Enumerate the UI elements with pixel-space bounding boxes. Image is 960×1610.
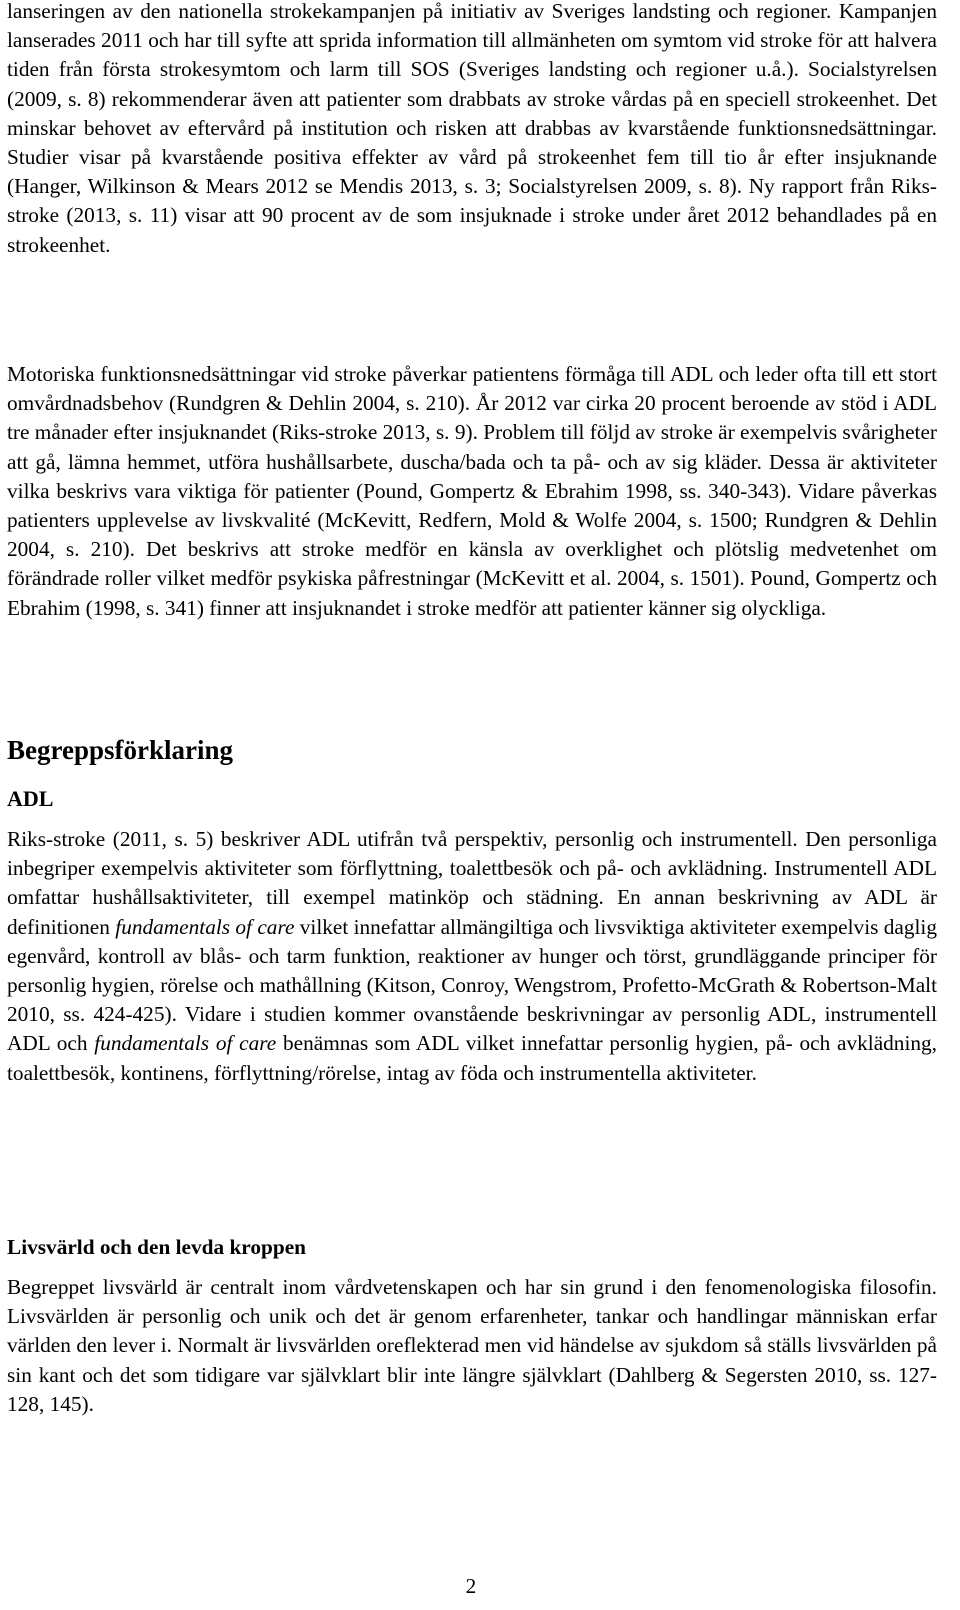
term-fundamentals-of-care-1: fundamentals of care [115,914,295,939]
section-heading-begreppsforklaring: Begreppsförklaring [7,735,234,765]
paragraph-adl-text-2: vilket innefattar allmängiltiga och livsviktiga aktiviteter exempelvis daglig egenvård, kontroll av blås- och tarm funktion, reaktioner av hunger och törst, grundläggande principer för personlig hygien, rörelse och mathållning (Kitson, Conroy, Wengstrom, Profetto-McGrath & Robertson-Malt 2010, ss. 424-425). Vidare i studien kommer ovanstående beskrivningar av personlig ADL, instrumentell ADL och [7,914,937,1056]
paragraph-livsvarld: Begreppet livsvärld är centralt inom vårdvetenskapen och har sin grund i den fenomenologiska filosofin. Livsvärlden är personlig och unik och det är genom erfarenheter, tankar och handlingar människan erfar världen den lever i. Normalt är livsvärlden oreflekterad men vid händelse av sjukdom så ställs livsvärlden på sin kant och det som tidigare var självklart blir inte längre självklart (Dahlberg & Segersten 2010, ss. 127-128, 145). [7,1275,937,1416]
term-fundamentals-of-care-2: fundamentals of care [94,1031,277,1056]
paragraph-adl-text-1: Riks-stroke (2011, s. 5) beskriver ADL utifrån två perspektiv, personlig och instrumentell. Den personliga inbegriper exempelvis aktiviteter som förflyttning, toalettbesök och på- och avklädning. Instrumentell ADL omfattar hushållsaktiviteter, till exempel matinköp och städning. En annan beskrivning av ADL är definitionen [7,827,937,939]
paragraph-adl-text-3: benämnas som ADL vilket innefattar personlig hygien, på- och avklädning, toalettbesök, kontinens, förflyttning/rörelse, intag av föda och instrumentella aktiviteter. [7,1031,937,1085]
page-number: 2 [465,1574,477,1598]
paragraph-strokekampanj: lanseringen av den nationella strokekampanjen på initiativ av Sveriges landsting och regioner. Kampanjen lanserades 2011 och har till syfte att sprida information till allmänheten om symtom vid stroke för att halvera tiden från första strokesymtom och larm till SOS (Sveriges landsting och regioner u.å.). Socialstyrelsen (2009, s. 8) rekommenderar även att patienter som drabbats av stroke vårdas på en speciell strokeenhet. Det minskar behovet av eftervård på institution och risken att drabbas av kvarstående funktionsnedsättningar. Studier visar på kvarstående positiva effekter av vård på strokeenhet fem till tio år efter insjuknande (Hanger, Wilkinson & Mears 2012 se Mendis 2013, s. 3; Socialstyrelsen 2009, s. 8). Ny rapport från Riks-stroke (2013, s. 11) visar att 90 procent av de som insjuknade i stroke under året 2012 behandlades på en strokeenhet. [7,0,937,257]
paragraph-adl-definition [7,825,937,1088]
subheading-livsvarld: Livsvärld och den levda kroppen [7,1235,307,1259]
paragraph-motoriska-funktionsnedsattningar: Motoriska funktionsnedsättningar vid stroke påverkar patientens förmåga till ADL och leder ofta till ett stort omvårdnadsbehov (Rundgren & Dehlin 2004, s. 210). År 2012 var cirka 20 procent beroende av stöd i ADL tre månader efter insjuknandet (Riks-stroke 2013, s. 9). Problem till följd av stroke är exempelvis svårigheter att gå, lämna hemmet, utföra hushållsarbete, duscha/bada och ta på- och av sig kläder. Dessa är aktiviteter vilka beskrivs vara viktiga för patienter (Pound, Gompertz & Ebrahim 1998, ss. 340-343). Vidare påverkas patienters upplevelse av livskvalité (McKevitt, Redfern, Mold & Wolfe 2004, s. 1500; Rundgren & Dehlin 2004, s. 210). Det beskrivs att stroke medför en känsla av overklighet och plötslig medvetenhet om förändrade roller vilket medför psykiska påfrestningar (McKevitt et al. 2004, s. 1501). Pound, Gompertz och Ebrahim (1998, s. 341) finner att insjuknandet i stroke medför att patienter känner sig olyckliga. [7,362,937,620]
subheading-adl: ADL [7,786,54,811]
